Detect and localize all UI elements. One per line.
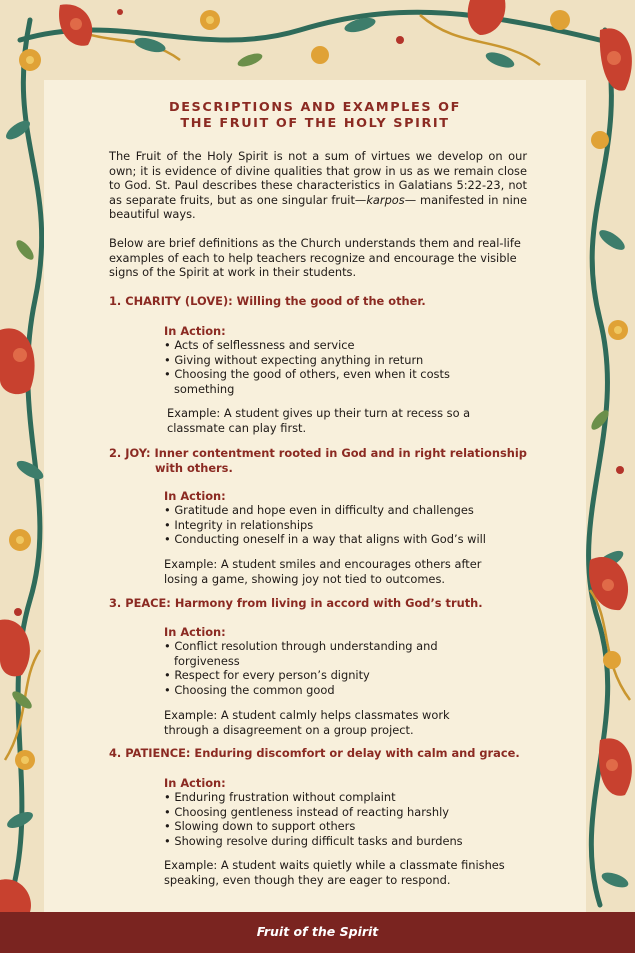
list-item: • Conflict resolution through understanding and forgiveness [164, 639, 438, 668]
example-peace: Example: A student calmly helps classmates work through a disagreement on a group project. [164, 708, 450, 737]
list-item: • Slowing down to support others [164, 819, 356, 834]
list-item: • Showing resolve during difficult tasks and burdens [164, 833, 463, 848]
in-action-label: In Action: [164, 625, 226, 639]
example-patience: Example: A student waits quietly while a classmate finishes speaking, even though they are eager to respond. [164, 858, 505, 887]
footer-label: Fruit of the Spirit [256, 924, 379, 939]
list-item: • Acts of selflessness and service [164, 338, 355, 352]
intro-text: The Fruit of the Holy Spirit is not a sum of virtues we develop on our own; it is evidence of divine qualities that grow in us as we remain close to God. St. Paul describes these characteristics in Galatians 5:22-23, not as separate fruits, but as one singular fruit— [109, 149, 527, 207]
bullet-list-charity [164, 338, 494, 396]
section-heading-charity: 1. CHARITY (LOVE): Willing the good of the other. [109, 294, 426, 308]
karpos-term: karpos [366, 192, 405, 207]
list-item: • Gratitude and hope even in difficulty and challenges [164, 503, 474, 517]
in-action-label: In Action: [164, 324, 226, 338]
bullet-list-peace [164, 639, 494, 697]
bullet-list-joy [164, 503, 544, 547]
in-action-label: In Action: [164, 776, 226, 790]
list-item: • Giving without expecting anything in return [164, 352, 424, 367]
page-title [44, 100, 586, 132]
section-heading-joy [109, 446, 527, 475]
list-item: • Integrity in relationships [164, 517, 314, 532]
section-heading-peace: 3. PEACE: Harmony from living in accord with God’s truth. [109, 596, 483, 610]
intro-text-end: — manifested in nine beautiful ways. [109, 192, 527, 222]
list-item: • Enduring frustration without complaint [164, 790, 396, 804]
list-item: • Choosing gentleness instead of reacting harshly [164, 804, 449, 819]
section-heading-joy-line-1: 2. JOY: Inner contentment rooted in God and in right relationship [109, 446, 527, 460]
intro-paragraph-2: Below are brief definitions as the Church understands them and real-life examples of each to help teachers recognize and encourage the visible signs of the Spirit at work in their students. [109, 236, 521, 280]
list-item: • Conducting oneself in a way that aligns with God’s will [164, 532, 486, 547]
example-charity: Example: A student gives up their turn at recess so a classmate can play first. [167, 406, 471, 435]
example-joy: Example: A student smiles and encourages others after losing a game, showing joy not tied to outcomes. [164, 557, 482, 586]
list-item: • Choosing the common good [164, 682, 335, 697]
bullet-list-patience [164, 790, 544, 848]
section-heading-joy-line-2: with others. [155, 460, 233, 475]
section-heading-patience: 4. PATIENCE: Enduring discomfort or delay with calm and grace. [109, 746, 520, 760]
in-action-label: In Action: [164, 489, 226, 503]
page-title-line-1: DESCRIPTIONS AND EXAMPLES OF [168, 100, 462, 115]
page-title-line-2: THE FRUIT OF THE HOLY SPIRIT [180, 116, 450, 131]
list-item: • Choosing the good of others, even when it costs something [164, 367, 450, 396]
intro-paragraph-1 [109, 149, 527, 222]
list-item: • Respect for every person’s dignity [164, 668, 370, 683]
